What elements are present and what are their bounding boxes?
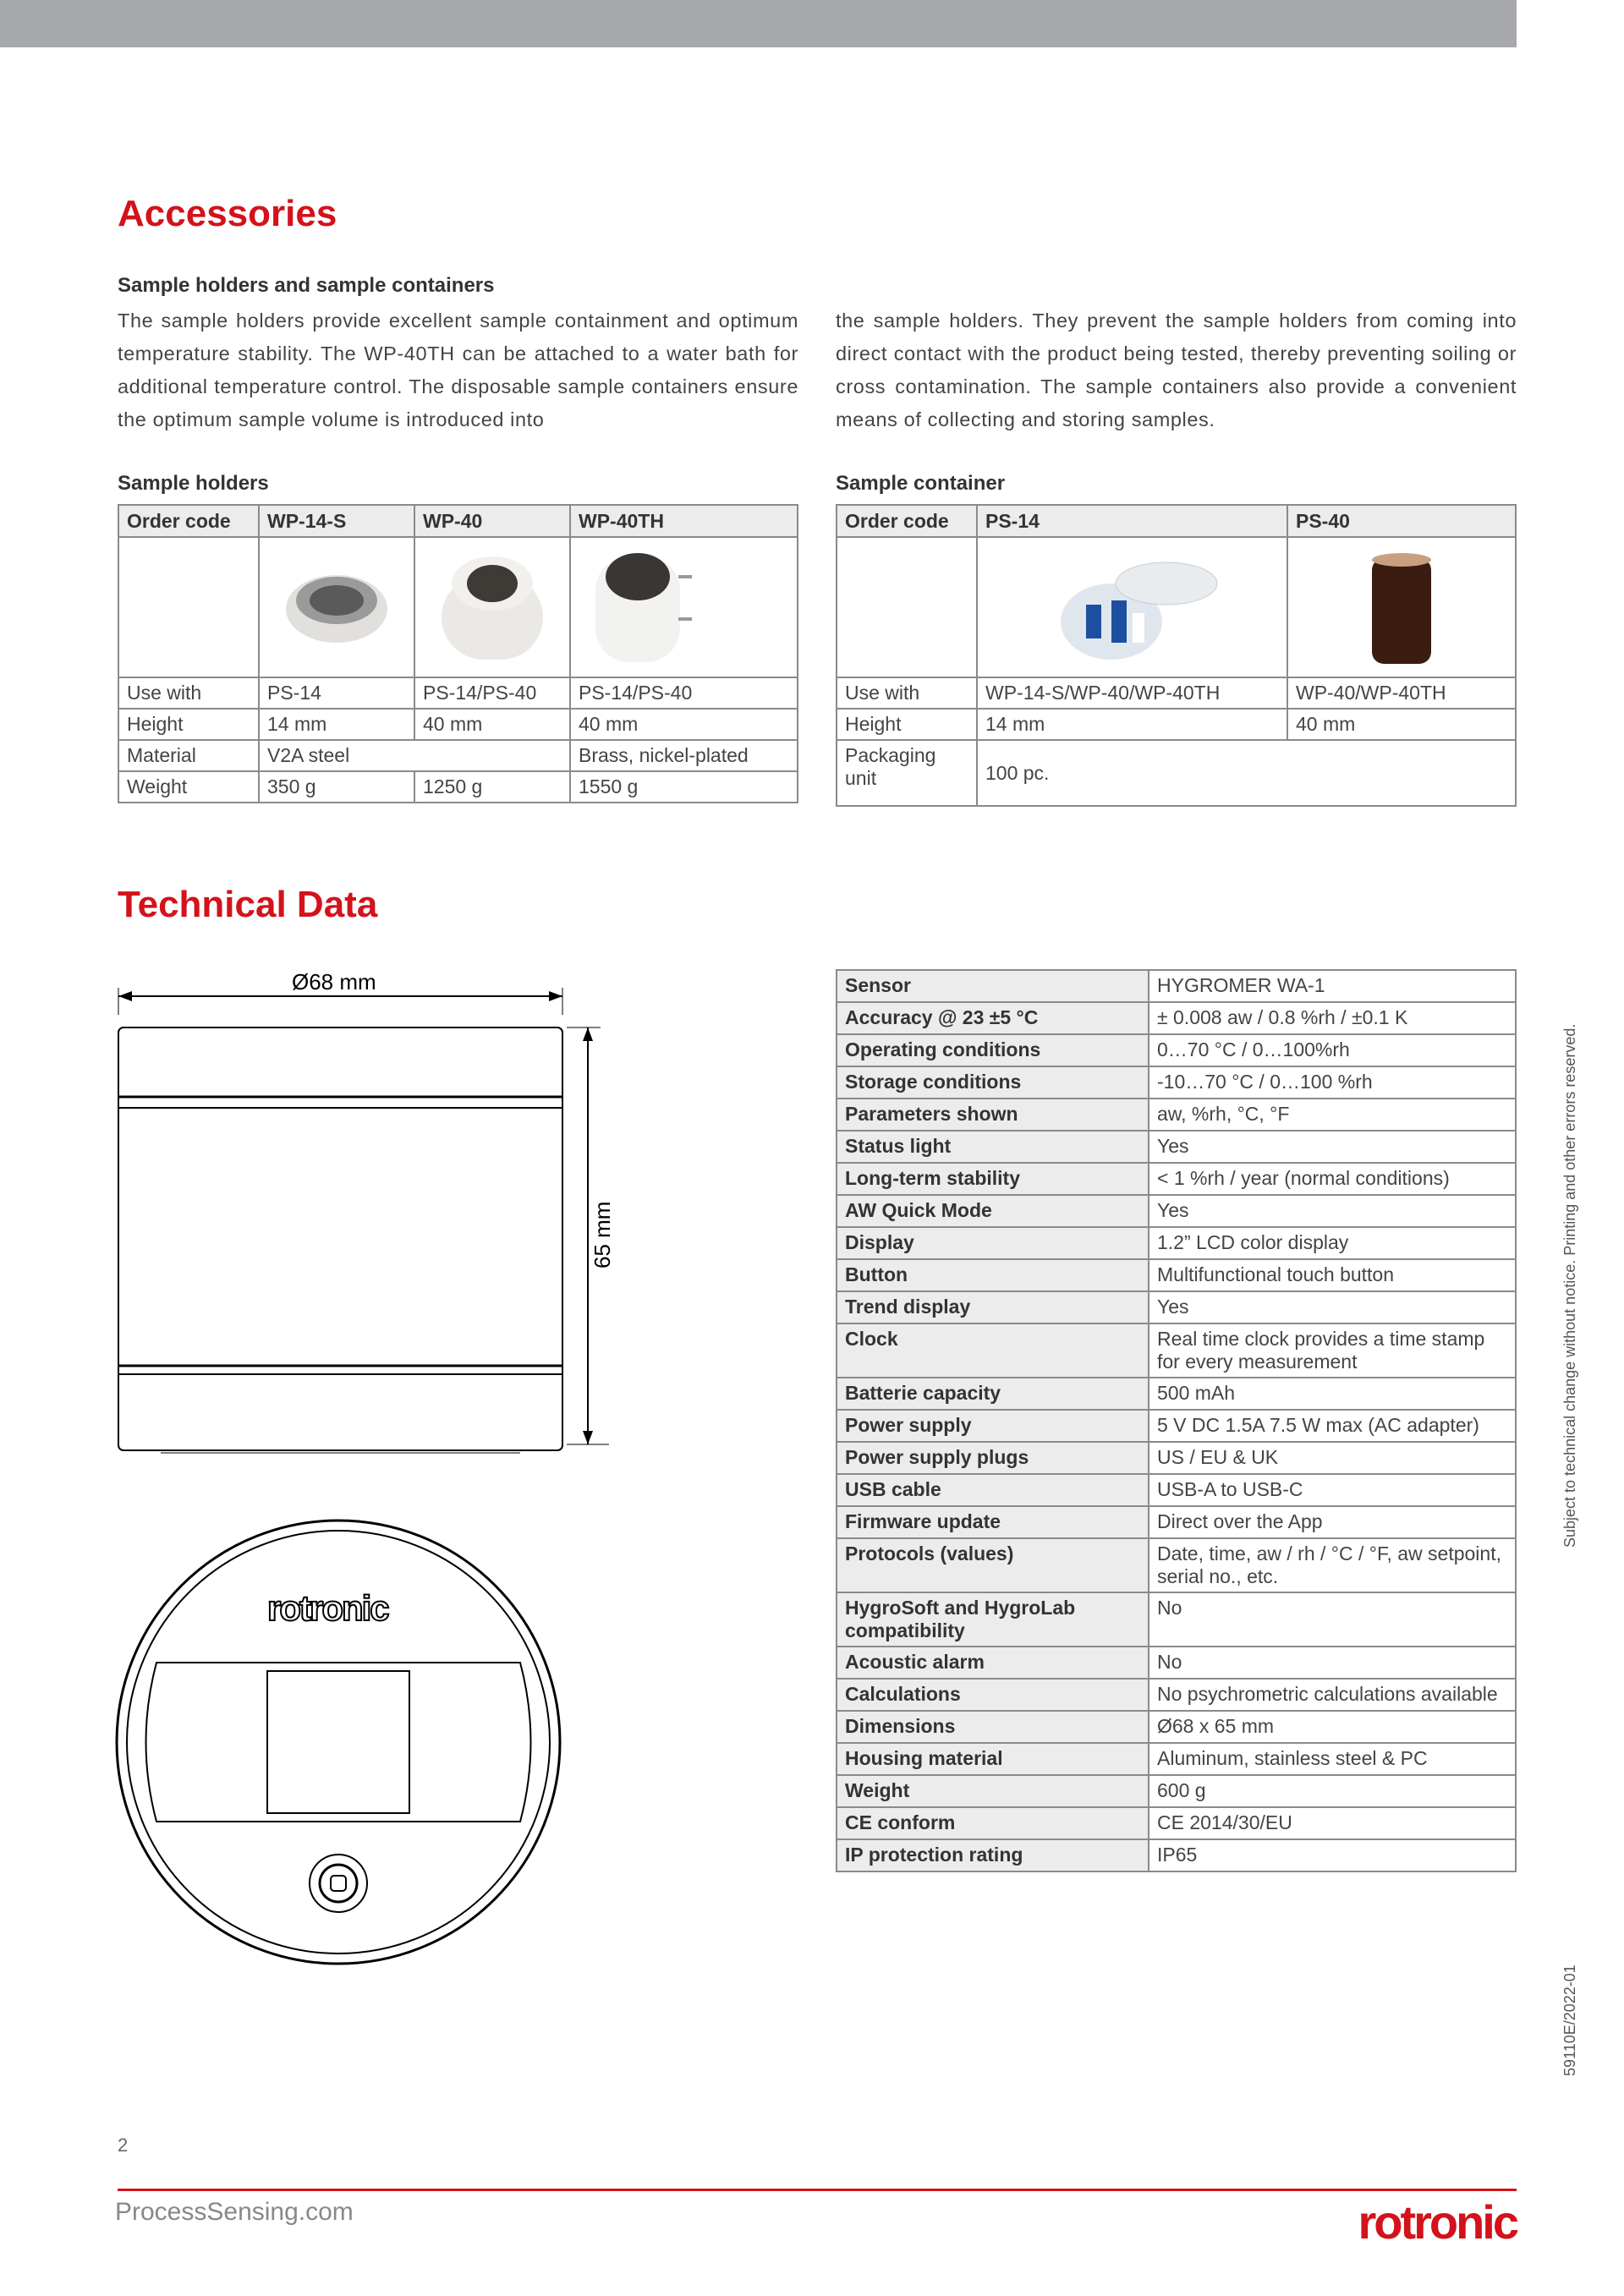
spec-label: Sensor	[837, 970, 1149, 1002]
spec-value: < 1 %rh / year (normal conditions)	[1149, 1163, 1516, 1195]
spec-label: Long-term stability	[837, 1163, 1149, 1195]
spec-row	[837, 970, 1516, 1002]
cell: 40 mm	[414, 709, 570, 740]
cell: 1250 g	[414, 771, 570, 803]
spec-row	[837, 1291, 1516, 1323]
spec-value: Ø68 x 65 mm	[1149, 1711, 1516, 1743]
header-cell: WP-14-S	[259, 505, 414, 537]
row-label: Height	[118, 709, 259, 740]
cell: WP-14-S/WP-40/WP-40TH	[977, 677, 1287, 709]
spec-row	[837, 1538, 1516, 1592]
table-row	[837, 709, 1516, 740]
footer-divider	[118, 2189, 1517, 2191]
cell: 14 mm	[259, 709, 414, 740]
spec-row	[837, 1506, 1516, 1538]
spec-row	[837, 1066, 1516, 1099]
spec-value: Yes	[1149, 1291, 1516, 1323]
accessories-heading: Accessories	[118, 193, 337, 234]
empty-cell	[118, 537, 259, 677]
cell: PS-14/PS-40	[570, 677, 798, 709]
row-label: Weight	[118, 771, 259, 803]
spec-label: HygroSoft and HygroLab compatibility	[837, 1592, 1149, 1647]
spec-row	[837, 1002, 1516, 1034]
header-cell: PS-40	[1287, 505, 1516, 537]
document-code: 59110E/2022-01	[1561, 1964, 1578, 2076]
spec-row	[837, 1592, 1516, 1647]
spec-label: Accuracy @ 23 ±5 °C	[837, 1002, 1149, 1034]
table-header-row	[118, 505, 798, 537]
sample-holders-table	[118, 504, 798, 803]
spec-value: Yes	[1149, 1195, 1516, 1227]
spec-value: CE 2014/30/EU	[1149, 1807, 1516, 1839]
spec-value: Aluminum, stainless steel & PC	[1149, 1743, 1516, 1775]
spec-row	[837, 1195, 1516, 1227]
top-bar	[0, 0, 1517, 47]
spec-row	[837, 1323, 1516, 1378]
spec-row	[837, 1839, 1516, 1871]
spec-row	[837, 1743, 1516, 1775]
spec-label: Acoustic alarm	[837, 1647, 1149, 1679]
technical-data-heading: Technical Data	[118, 884, 378, 925]
spec-value: No	[1149, 1647, 1516, 1679]
technical-data-table	[836, 969, 1517, 1872]
spec-label: Storage conditions	[837, 1066, 1149, 1099]
spec-label: Button	[837, 1259, 1149, 1291]
cell: 40 mm	[570, 709, 798, 740]
table-row	[837, 740, 1516, 806]
spec-label: Weight	[837, 1775, 1149, 1807]
spec-label: Power supply	[837, 1410, 1149, 1442]
table-header-row	[837, 505, 1516, 537]
spec-label: Protocols (values)	[837, 1538, 1149, 1592]
row-label: Packaging unit	[837, 740, 977, 806]
page-number: 2	[118, 2134, 129, 2156]
disclaimer-note: Subject to technical change without notice. Printing and other errors reserved.	[1561, 1023, 1578, 1548]
row-label: Height	[837, 709, 977, 740]
spec-value: Yes	[1149, 1131, 1516, 1163]
cell: Brass, nickel-plated	[570, 740, 798, 771]
cell: 1550 g	[570, 771, 798, 803]
sample-container-title: Sample container	[836, 472, 1006, 495]
wp-40-image	[414, 537, 570, 677]
header-cell: WP-40	[414, 505, 570, 537]
image-row	[837, 537, 1516, 677]
cell: V2A steel	[259, 740, 570, 771]
intro-paragraph-left: The sample holders provide excellent sample containment and optimum temperature stability. The WP-40TH can be attached to a water bath for additional temperature control. The disposable sample containers ensure the optimum sample volume is introduced into	[118, 310, 798, 430]
website-link[interactable]: ProcessSensing.com	[115, 2198, 354, 2226]
spec-label: Clock	[837, 1323, 1149, 1378]
header-cell: WP-40TH	[570, 505, 798, 537]
spec-value: 600 g	[1149, 1775, 1516, 1807]
spec-value: No psychrometric calculations available	[1149, 1679, 1516, 1711]
spec-value: IP65	[1149, 1839, 1516, 1871]
spec-label: IP protection rating	[837, 1839, 1149, 1871]
spec-value: Date, time, aw / rh / °C / °F, aw setpoint, serial no., etc.	[1149, 1538, 1516, 1592]
spec-row	[837, 1775, 1516, 1807]
row-label: Material	[118, 740, 259, 771]
empty-cell	[837, 537, 977, 677]
spec-label: Firmware update	[837, 1506, 1149, 1538]
spec-label: Parameters shown	[837, 1099, 1149, 1131]
intro-paragraph-right: the sample holders. They prevent the sample holders from coming into direct contact with the product being tested, thereby preventing soiling or cross contamination. The sample containers also provide a convenient means of collecting and storing samples.	[836, 310, 1517, 430]
spec-row	[837, 1679, 1516, 1711]
spec-row	[837, 1227, 1516, 1259]
header-cell: Order code	[118, 505, 259, 537]
spec-label: USB cable	[837, 1474, 1149, 1506]
spec-value: Direct over the App	[1149, 1506, 1516, 1538]
sample-holders-title: Sample holders	[118, 472, 269, 495]
accessories-subtitle: Sample holders and sample containers	[118, 274, 495, 297]
table-row	[118, 709, 798, 740]
header-cell: PS-14	[977, 505, 1287, 537]
spec-value: aw, %rh, °C, °F	[1149, 1099, 1516, 1131]
spec-label: Dimensions	[837, 1711, 1149, 1743]
ps-40-image	[1287, 537, 1516, 677]
diameter-label: Ø68 mm	[292, 969, 376, 995]
table-row	[837, 677, 1516, 709]
cell: 14 mm	[977, 709, 1287, 740]
cell: PS-14	[259, 677, 414, 709]
wp-14-s-image	[259, 537, 414, 677]
wp-40th-image	[570, 537, 798, 677]
spec-row	[837, 1410, 1516, 1442]
rotronic-logo: rotronic	[1358, 2195, 1517, 2249]
header-cell: Order code	[837, 505, 977, 537]
spec-row	[837, 1131, 1516, 1163]
spec-row	[837, 1807, 1516, 1839]
side-view-drawing	[110, 964, 617, 1471]
spec-row	[837, 1647, 1516, 1679]
ps-14-image	[977, 537, 1287, 677]
spec-row	[837, 1378, 1516, 1410]
row-label: Use with	[118, 677, 259, 709]
spec-value: USB-A to USB-C	[1149, 1474, 1516, 1506]
spec-value: US / EU & UK	[1149, 1442, 1516, 1474]
spec-value: No	[1149, 1592, 1516, 1647]
spec-row	[837, 1711, 1516, 1743]
height-label: 65 mm	[590, 1201, 615, 1269]
spec-value: 5 V DC 1.5A 7.5 W max (AC adapter)	[1149, 1410, 1516, 1442]
spec-row	[837, 1259, 1516, 1291]
spec-label: Power supply plugs	[837, 1442, 1149, 1474]
spec-label: Housing material	[837, 1743, 1149, 1775]
table-row	[118, 740, 798, 771]
spec-row	[837, 1099, 1516, 1131]
table-row	[118, 677, 798, 709]
cell: 40 mm	[1287, 709, 1516, 740]
spec-label: Trend display	[837, 1291, 1149, 1323]
spec-value: -10…70 °C / 0…100 %rh	[1149, 1066, 1516, 1099]
cell: 100 pc.	[977, 740, 1516, 806]
spec-row	[837, 1034, 1516, 1066]
table-row	[118, 771, 798, 803]
cell: PS-14/PS-40	[414, 677, 570, 709]
device-logo: rotronic	[267, 1588, 388, 1628]
spec-label: CE conform	[837, 1807, 1149, 1839]
spec-row	[837, 1442, 1516, 1474]
sample-container-table	[836, 504, 1517, 807]
spec-value: Real time clock provides a time stamp for every measurement	[1149, 1323, 1516, 1378]
spec-value: 0…70 °C / 0…100%rh	[1149, 1034, 1516, 1066]
spec-label: Batterie capacity	[837, 1378, 1149, 1410]
spec-label: Operating conditions	[837, 1034, 1149, 1066]
spec-value: ± 0.008 aw / 0.8 %rh / ±0.1 K	[1149, 1002, 1516, 1034]
cell: 350 g	[259, 771, 414, 803]
cell: WP-40/WP-40TH	[1287, 677, 1516, 709]
spec-value: 1.2” LCD color display	[1149, 1227, 1516, 1259]
spec-label: Display	[837, 1227, 1149, 1259]
spec-label: AW Quick Mode	[837, 1195, 1149, 1227]
image-row	[118, 537, 798, 677]
spec-row	[837, 1163, 1516, 1195]
spec-label: Calculations	[837, 1679, 1149, 1711]
spec-value: 500 mAh	[1149, 1378, 1516, 1410]
spec-value: Multifunctional touch button	[1149, 1259, 1516, 1291]
front-view-drawing	[110, 1514, 567, 1970]
spec-value: HYGROMER WA-1	[1149, 970, 1516, 1002]
spec-row	[837, 1474, 1516, 1506]
row-label: Use with	[837, 677, 977, 709]
spec-label: Status light	[837, 1131, 1149, 1163]
